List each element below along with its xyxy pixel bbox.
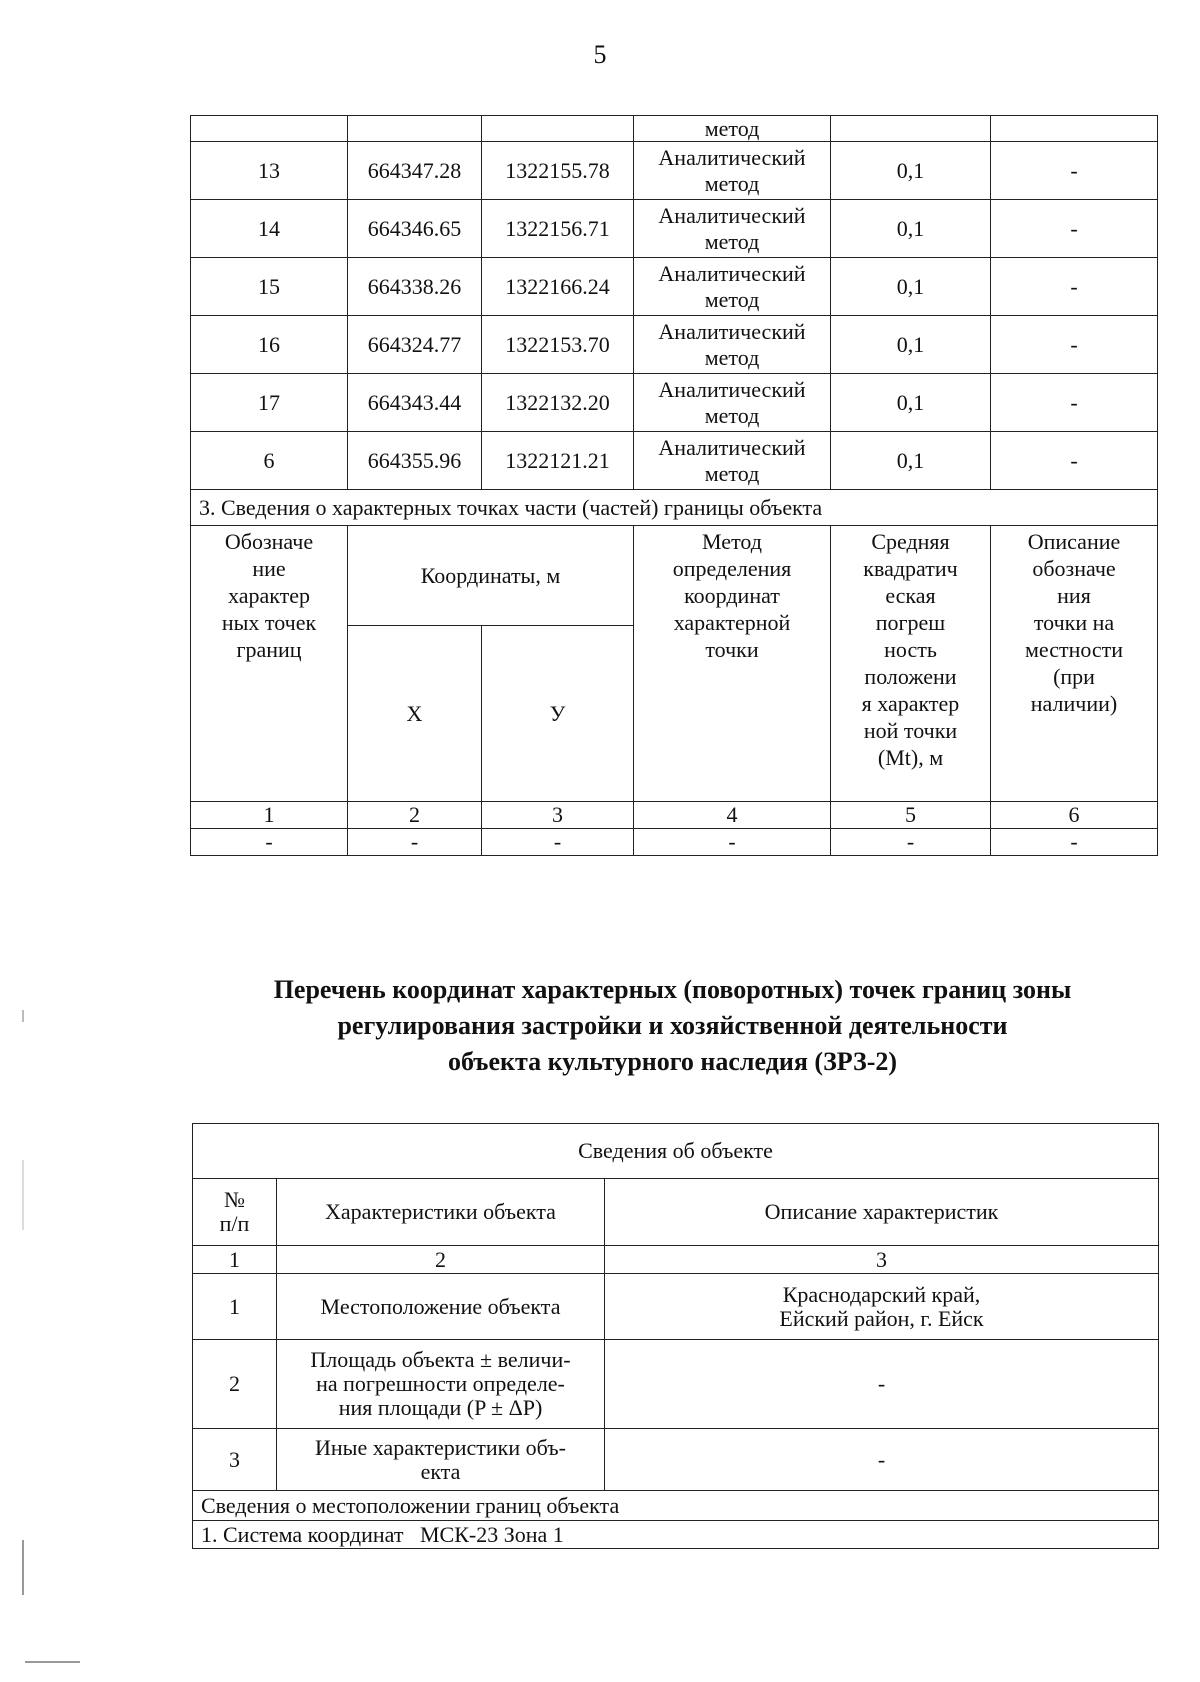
coordinate-system-cell xyxy=(193,1521,1159,1549)
mt-cell xyxy=(831,142,991,200)
mt-value: 0,1 xyxy=(896,331,925,357)
bounds-title-cell xyxy=(193,1491,1159,1521)
cell-line: Аналитический xyxy=(658,318,806,344)
cell-line: метод xyxy=(704,344,760,370)
cell-line: екта xyxy=(420,1458,461,1484)
mt-cell xyxy=(831,374,991,432)
description-value: - xyxy=(1070,157,1078,183)
point-cell xyxy=(191,142,348,200)
point-cell xyxy=(191,432,348,490)
table-row xyxy=(191,116,1158,142)
mt-value: 0,1 xyxy=(896,215,925,241)
y-cell xyxy=(482,258,634,316)
column-number-cell xyxy=(634,802,831,829)
coordinate-row xyxy=(191,200,1158,258)
point-number: 17 xyxy=(258,389,280,415)
table-row xyxy=(193,1274,1159,1340)
y-cell xyxy=(482,142,634,200)
description-value: - xyxy=(1070,331,1078,357)
x-cell xyxy=(348,142,482,200)
column-number: 1 xyxy=(263,802,275,827)
description-cell xyxy=(991,316,1158,374)
column-number: 3 xyxy=(552,802,563,827)
cell-line: ния площади (P ± ΔP) xyxy=(338,1395,543,1420)
x-cell xyxy=(348,432,482,490)
point-number: 14 xyxy=(258,215,280,241)
cell-line: ной точки xyxy=(863,718,958,743)
cell-line: Аналитический xyxy=(658,260,806,286)
mt-value: 0,1 xyxy=(896,447,925,473)
y-cell xyxy=(482,432,634,490)
y-cell xyxy=(482,200,634,258)
cell-line: положени xyxy=(864,664,957,689)
cell-line: метод xyxy=(704,460,760,486)
x-coordinate: 664347.28 xyxy=(367,157,462,183)
column-number-cell xyxy=(831,802,991,829)
description-value: - xyxy=(1070,447,1078,473)
section3-title-cell xyxy=(191,490,1158,526)
column-number-cell xyxy=(277,1246,605,1274)
description-cell xyxy=(991,142,1158,200)
cell-line: Средняя xyxy=(871,529,950,554)
characteristic-cell xyxy=(277,1274,605,1340)
column-number-cell xyxy=(605,1246,1159,1274)
margin-mark xyxy=(22,1010,24,1022)
dash-value: - xyxy=(265,829,273,854)
method-cell xyxy=(634,142,831,200)
dash-cell xyxy=(348,829,482,856)
column-header-mt xyxy=(831,526,991,802)
dash-cell xyxy=(634,829,831,856)
coordinate-row xyxy=(191,316,1158,374)
point-cell xyxy=(191,374,348,432)
mt-cell xyxy=(831,200,991,258)
row-number: 2 xyxy=(229,1371,240,1396)
x-coordinate: 664324.77 xyxy=(367,331,462,357)
cell-line: метод xyxy=(704,402,760,428)
cell-line: (при xyxy=(1053,664,1095,689)
object-info-table xyxy=(192,1123,1159,1549)
column-header-x xyxy=(348,626,482,802)
description-value: - xyxy=(1070,215,1078,241)
description-cell xyxy=(991,258,1158,316)
cell-line: метод xyxy=(704,286,760,312)
column-header-description xyxy=(991,526,1158,802)
cell-line: характерной xyxy=(673,610,791,635)
heading-line: Перечень координат характерных (поворотных) точек границ зоны xyxy=(273,975,1072,1004)
cell-line: Аналитический xyxy=(658,144,806,170)
coordinate-system: 1. Система координат МСК-23 Зона 1 xyxy=(201,1521,564,1547)
section3-title: 3. Сведения о характерных точках части (частей) границы объекта xyxy=(199,494,823,520)
cell-line: на погрешности определе- xyxy=(316,1371,565,1396)
dash-cell xyxy=(191,829,348,856)
cell-line: Аналитический xyxy=(658,202,806,228)
column-number: 5 xyxy=(905,802,916,827)
method-cell xyxy=(634,374,831,432)
point-number: 6 xyxy=(263,447,275,473)
x-cell xyxy=(348,258,482,316)
point-number: 15 xyxy=(258,273,280,299)
cell-line: определения xyxy=(672,556,792,581)
method-cell: метод xyxy=(634,116,831,142)
method-cell xyxy=(634,432,831,490)
cell-line: я характер xyxy=(861,691,960,716)
cell-line: Площадь объекта ± величи- xyxy=(310,1347,571,1372)
method-cell xyxy=(634,200,831,258)
description-cell xyxy=(605,1274,1159,1340)
cell-line: точки на xyxy=(1033,610,1115,635)
x-coordinate: 664343.44 xyxy=(367,389,462,415)
dash-cell xyxy=(831,829,991,856)
cell-line: обозначе xyxy=(1032,556,1116,581)
cell-line: Аналитический xyxy=(658,434,806,460)
column-number: 2 xyxy=(435,1246,446,1272)
mt-cell xyxy=(831,258,991,316)
column-header-point xyxy=(191,526,348,802)
margin-mark xyxy=(22,1160,24,1230)
point-cell xyxy=(191,200,348,258)
y-coordinate: 1322155.78 xyxy=(505,157,610,183)
mt-value: 0,1 xyxy=(896,389,925,415)
y-coordinate: 1322156.71 xyxy=(505,215,610,241)
cell-line: еская xyxy=(885,583,936,608)
cell-line: метод xyxy=(704,170,760,196)
y-header: У xyxy=(549,700,566,726)
y-coordinate: 1322166.24 xyxy=(505,273,610,299)
point-cell xyxy=(191,258,348,316)
x-cell xyxy=(348,374,482,432)
table-row xyxy=(193,1429,1159,1491)
dash-cell xyxy=(482,829,634,856)
description-cell xyxy=(605,1340,1159,1429)
characteristic-cell xyxy=(277,1340,605,1429)
table-row xyxy=(193,1124,1159,1179)
cell-line: Местоположение объекта xyxy=(320,1293,561,1319)
x-coordinate: 664338.26 xyxy=(367,273,462,299)
coordinate-row xyxy=(191,258,1158,316)
row-number-cell xyxy=(193,1340,277,1429)
cell-line: Ейский район, г. Ейск xyxy=(779,1305,984,1331)
table-header-row xyxy=(191,526,1158,626)
table-row xyxy=(193,1491,1159,1521)
row-number: 3 xyxy=(229,1446,240,1472)
cell-line: Описание xyxy=(1027,529,1121,554)
column-header-method xyxy=(634,526,831,802)
cell-line: ния xyxy=(1057,583,1091,608)
y-cell xyxy=(482,374,634,432)
column-header-y xyxy=(482,626,634,802)
point-number: 13 xyxy=(258,157,280,183)
y-coordinate: 1322132.20 xyxy=(505,389,610,415)
heading-line: регулирования застройки и хозяйственной деятельности xyxy=(337,1011,1008,1040)
column-number-cell xyxy=(191,802,348,829)
description-cell xyxy=(991,432,1158,490)
mt-value: 0,1 xyxy=(896,157,925,183)
cell-line: ние xyxy=(252,556,286,581)
dash-value: - xyxy=(1070,829,1078,854)
point-cell xyxy=(191,316,348,374)
description-cell xyxy=(991,200,1158,258)
mt-cell xyxy=(831,432,991,490)
column-number-row xyxy=(193,1246,1159,1274)
cell-line: Метод xyxy=(702,529,762,554)
table-header-row xyxy=(193,1179,1159,1246)
cell-line: ность xyxy=(884,637,937,662)
cell-line: местности xyxy=(1024,637,1124,662)
coordinates-table xyxy=(190,115,1158,856)
column-number-cell xyxy=(482,802,634,829)
y-coordinate: 1322121.21 xyxy=(505,447,610,473)
cell-line: характер xyxy=(227,583,311,608)
column-number: 6 xyxy=(1068,802,1080,827)
section-title-row xyxy=(191,490,1158,526)
method-cell xyxy=(634,316,831,374)
cell-line: Аналитический xyxy=(658,376,806,402)
description-cell xyxy=(991,374,1158,432)
x-cell xyxy=(348,316,482,374)
column-number: 4 xyxy=(726,802,738,827)
column-number: 2 xyxy=(409,802,420,827)
mt-cell xyxy=(831,316,991,374)
dash-value: - xyxy=(553,829,562,854)
column-number: 3 xyxy=(876,1246,887,1272)
description-value: - xyxy=(1070,273,1078,299)
cell-line: Краснодарский край, xyxy=(782,1281,981,1307)
cell-line: - xyxy=(877,1446,886,1472)
x-header: Х xyxy=(406,700,423,726)
table-title: Сведения об объекте xyxy=(193,1124,1159,1179)
cell-line: точки xyxy=(705,637,759,662)
column-number-cell xyxy=(193,1246,277,1274)
dash-value: - xyxy=(410,829,419,854)
bounds-title: Сведения о местоположении границ объекта xyxy=(201,1492,620,1518)
table-row xyxy=(193,1521,1159,1549)
x-cell xyxy=(348,200,482,258)
column-number-row xyxy=(191,802,1158,829)
x-coordinate: 664355.96 xyxy=(367,447,462,473)
cell-line: координат xyxy=(684,583,780,608)
coordinate-row xyxy=(191,374,1158,432)
margin-mark xyxy=(25,1661,80,1663)
row-number-cell xyxy=(193,1274,277,1340)
y-coordinate: 1322153.70 xyxy=(505,331,610,357)
dash-cell xyxy=(991,829,1158,856)
table-row xyxy=(191,829,1158,856)
mt-value: 0,1 xyxy=(896,273,925,299)
column-number-cell xyxy=(348,802,482,829)
cell-line: - xyxy=(877,1371,886,1396)
dash-value: - xyxy=(728,829,736,854)
coordinate-row xyxy=(191,142,1158,200)
coordinate-row xyxy=(191,432,1158,490)
page-number: 5 xyxy=(593,40,607,69)
cell-line: Иные характеристики объ- xyxy=(315,1434,566,1460)
cell-line: границ xyxy=(236,637,302,662)
cell-line: Обозначе xyxy=(224,529,314,554)
cell-line: (Mt), м xyxy=(877,745,944,770)
column-header-characteristics: Характеристики объекта xyxy=(277,1179,605,1246)
cell-line: погреш xyxy=(875,610,946,635)
x-coordinate: 664346.65 xyxy=(367,215,462,241)
characteristic-cell xyxy=(277,1429,605,1491)
dash-value: - xyxy=(906,829,915,854)
cell-line: ных точек xyxy=(221,610,317,635)
column-header-coordinates xyxy=(348,526,634,626)
column-header-number: № п/п xyxy=(193,1179,277,1246)
description-value: - xyxy=(1070,389,1078,415)
cell-line: наличии) xyxy=(1030,691,1118,716)
point-number: 16 xyxy=(258,331,280,357)
margin-mark xyxy=(22,1540,24,1595)
table-row xyxy=(193,1340,1159,1429)
description-cell xyxy=(605,1429,1159,1491)
y-cell xyxy=(482,316,634,374)
row-number-cell xyxy=(193,1429,277,1491)
column-number-cell xyxy=(991,802,1158,829)
cell-line: метод xyxy=(704,228,760,254)
heading-line: объекта культурного наследия (ЗРЗ-2) xyxy=(447,1047,898,1076)
method-cell xyxy=(634,258,831,316)
column-header-description: Описание характеристик xyxy=(605,1179,1159,1246)
cell-line: квадратич xyxy=(863,556,958,581)
column-number: 1 xyxy=(229,1246,240,1272)
list-heading xyxy=(0,972,1200,1080)
row-number: 1 xyxy=(229,1293,240,1319)
coordinates-header: Координаты, м xyxy=(420,562,561,588)
